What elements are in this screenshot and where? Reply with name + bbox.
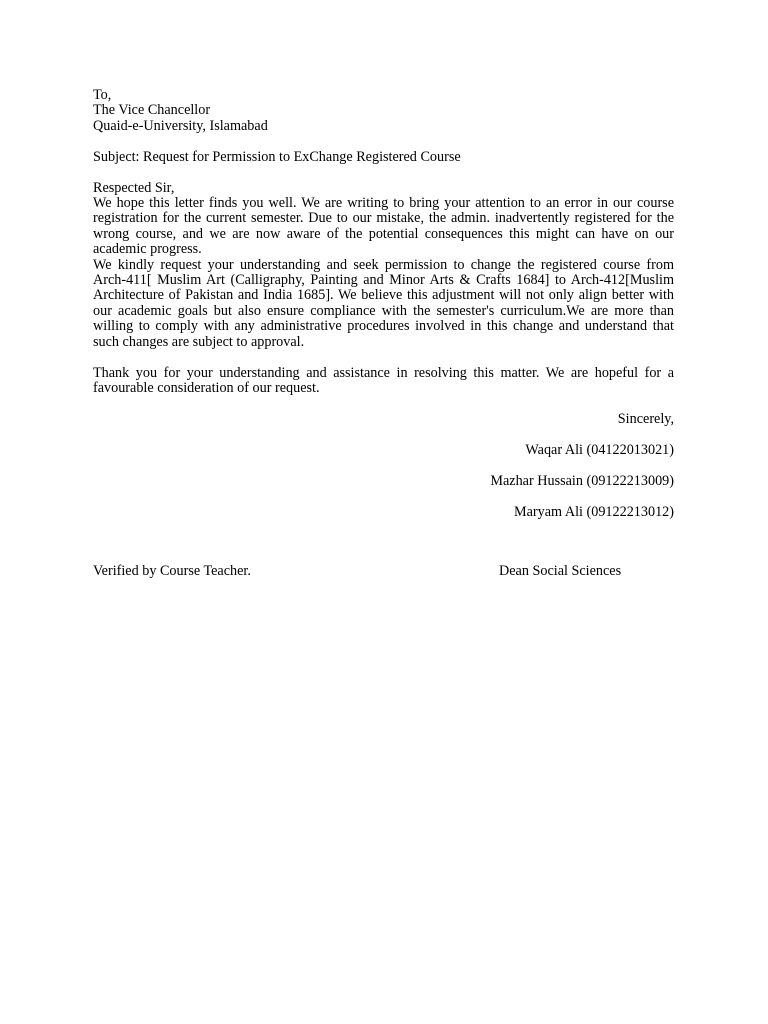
spacer [93,165,674,181]
signatory-1: Waqar Ali (04122013021) [525,441,674,458]
body-paragraph-2: We kindly request your understanding and seek permission to change the registered course from Arch-411[ Muslim Art (Calligraphy, Painting and Minor Arts & Crafts 1684] to Arch-412[Muslim Architecture of Pakistan and India 1685]. We believe this adjustment will not only align better with our academic goals but also ensure compliance with the semester's curriculum.We are more than willing to comply with any administrative procedures involved in this change and understand that such changes are subject to approval. [93,256,674,350]
recipient-to: To, [93,87,112,103]
letter-content [93,88,674,520]
verified-by-teacher: Verified by Course Teacher. [93,563,251,579]
spacer [93,458,674,474]
closing: Sincerely, [617,410,674,427]
recipient-institution: Quaid-e-University, Islamabad [93,117,268,134]
signatory-3: Maryam Ali (09122213012) [514,503,674,520]
spacer [93,489,674,505]
dean-signature-label: Dean Social Sciences [499,563,622,579]
footer-verification [93,564,674,580]
body-paragraph-1: We hope this letter finds you well. We are writing to bring your attention to an error in our course registration for the current semester. Due to our mistake, the admin. inadvertently registered for the wrong course, and we are now aware of the potential consequences this might can have on our academic progress. [93,195,674,258]
signatory-2: Mazhar Hussain (09122213009) [490,472,674,489]
recipient-title: The Vice Chancellor [93,102,211,119]
spacer [93,350,674,366]
body-paragraph-3: Thank you for your understanding and assistance in resolving this matter. We are hopeful for a favourable consideration of our request. [93,364,674,396]
spacer [93,134,674,150]
subject-line: Subject: Request for Permission to ExChange Registered Course [93,148,461,165]
spacer [93,427,674,443]
recipient-block [93,88,674,134]
spacer [93,396,674,412]
greeting: Respected Sir, [93,179,175,196]
